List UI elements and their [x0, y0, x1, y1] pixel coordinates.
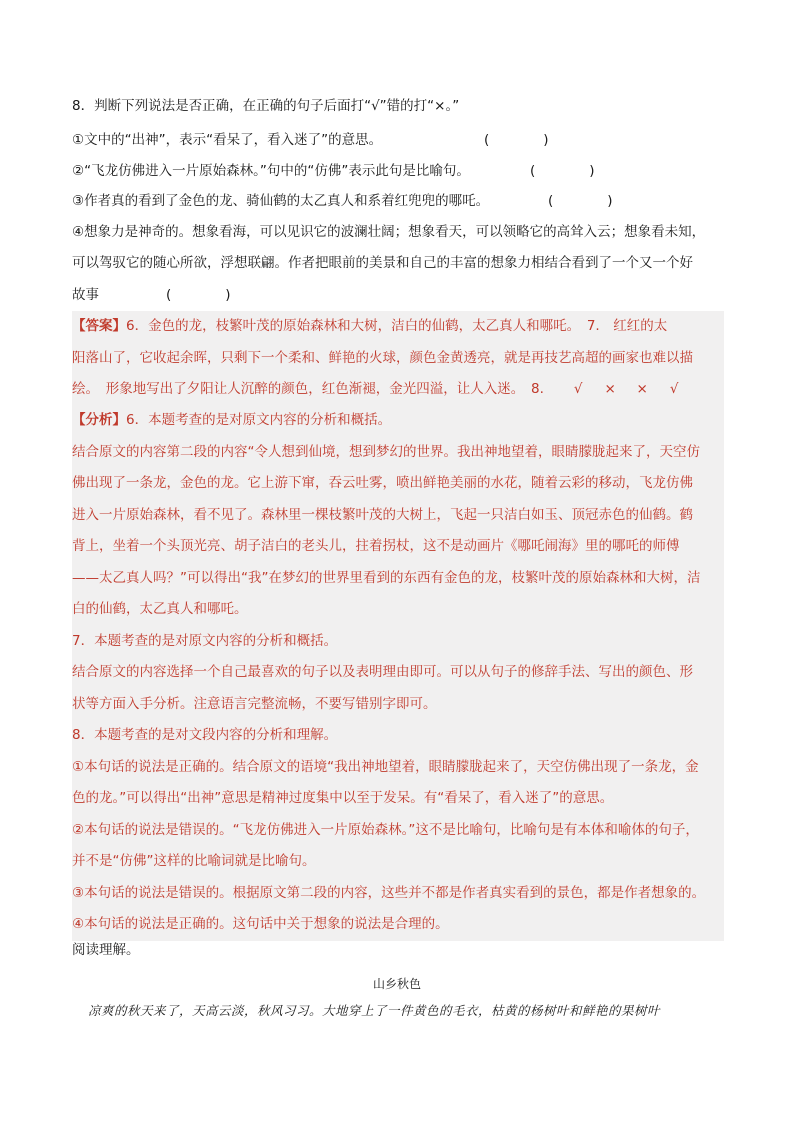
question-8-stem: 8．判断下列说法是否正确，在正确的句子后面打“√”错的打“×。”: [72, 98, 460, 114]
answer-line-1: [72, 311, 724, 343]
analysis-line-4: 进入一片原始森林，看不见了。森林里一棵枝繁叶茂的大树上，飞起一只洁白如玉、顶冠赤色的仙鹤。鹤: [72, 506, 693, 523]
answer-paren-4: ( ): [166, 287, 231, 303]
analysis-line-2: 结合原文的内容第二段的内容“令人想到仙境，想到梦幻的世界。我出神地望着，眼睛朦胧起来了，天空仿: [72, 443, 700, 460]
answer-mark-3: ×: [636, 381, 648, 397]
answer-tag: 【答案】: [72, 318, 126, 334]
reading-heading: 阅读理解。: [72, 942, 140, 958]
analysis-line-6: ——太乙真人吗？”可以得出“我”在梦幻的世界里看到的东西有金色的龙，枝繁叶茂的原始森林和大树，洁: [72, 569, 701, 586]
analysis-text-1: 6．本题考查的是对原文内容的分析和概括。: [126, 412, 392, 428]
analysis-line-13: 色的龙。”可以得出“出神”意思是精神过度集中以至于发呆。有“看呆了，看入迷了”的意思。: [72, 790, 614, 806]
passage-title: 山乡秋色: [372, 977, 421, 991]
analysis-line-12: ①本句话的说法是正确的。结合原文的语境“我出神地望着，眼睛朦胧起来了，天空仿佛出现了一条龙，金: [72, 758, 699, 775]
question-8-item-4-cont: 可以驾驭它的随心所欲，浮想联翩。作者把眼前的美景和自己的丰富的想象力相结合看到了一个又一个好: [72, 255, 693, 271]
analysis-line-5: 背上，坐着一个头顶光亮、胡子洁白的老头儿，拄着拐杖，这不是动画片《哪吒闹海》里的哪吒的师傅: [72, 538, 680, 554]
question-8-item-4-end: 故事: [72, 287, 99, 303]
answer-paren-1: ( ): [484, 132, 549, 148]
analysis-line-1: [72, 405, 724, 437]
analysis-line-14: ②本句话的说法是错误的。“飞龙仿佛进入一片原始森林。”这不是比喻句，比喻句是有本体和喻体的句子，: [72, 821, 699, 838]
passage-first-line: 凉爽的秋天来了，天高云淡，秋风习习。大地穿上了一件黄色的毛衣，枯黄的杨树叶和鲜艳的果树叶: [88, 1003, 661, 1018]
analysis-line-17: ④本句话的说法是正确的。这句话中关于想象的说法是合理的。: [72, 916, 449, 932]
answer-text-3: 绘。 形象地写出了夕阳让人沉醉的颜色，红色渐褪，金光四溢，让人入迷。 8.: [72, 381, 544, 397]
answer-line-3: [72, 374, 724, 406]
analysis-line-16: ③本句话的说法是错误的。根据原文第二段的内容，这些并不都是作者真实看到的景色，都是作者想象的。: [72, 884, 706, 901]
answer-paren-3: ( ): [548, 193, 613, 209]
question-8-item-3: ③作者真的看到了金色的龙、骑仙鹤的太乙真人和系着红兜兜的哪吒。: [72, 193, 490, 209]
answer-mark-4: √: [669, 381, 679, 397]
question-8-item-1: ①文中的“出神”，表示“看呆了，看入迷了”的意思。: [72, 132, 383, 148]
analysis-line-8: 7．本题考查的是对原文内容的分析和概括。: [72, 632, 338, 649]
analysis-line-11: 8．本题考查的是对文段内容的分析和理解。: [72, 727, 338, 743]
answer-line-2: 阳落山了，它收起余晖，只剩下一个柔和、鲜艳的火球，颜色金黄透亮，就是再技艺高超的画家也难以描: [72, 349, 693, 366]
answer-mark-1: √: [573, 381, 583, 397]
analysis-line-3: 佛出现了一条龙，金色的龙。它上游下窜，吞云吐雾，喷出鲜艳美丽的水花，随着云彩的移动，飞龙仿佛: [72, 475, 693, 491]
analysis-line-10: 状等方面入手分析。注意语言完整流畅，不要写错别字即可。: [72, 695, 437, 712]
answer-text-1: 6．金色的龙，枝繁叶茂的原始森林和大树，洁白的仙鹤，太乙真人和哪吒。 7. 红红的太: [126, 318, 668, 334]
question-8-item-2: ②“飞龙仿佛进入一片原始森林。”句中的“仿佛”表示此句是比喻句。: [72, 163, 470, 179]
analysis-line-9: 结合原文的内容选择一个自己最喜欢的句子以及表明理由即可。可以从句子的修辞手法、写出的颜色、形: [72, 664, 693, 680]
analysis-line-15: 并不是“仿佛”这样的比喻词就是比喻句。: [72, 853, 316, 869]
analysis-line-7: 白的仙鹤，太乙真人和哪吒。: [72, 601, 248, 617]
answer-paren-2: ( ): [530, 163, 595, 179]
analysis-tag: 【分析】: [72, 412, 126, 428]
answer-mark-2: ×: [604, 381, 616, 397]
answer-section: [72, 311, 724, 406]
question-8-item-4: ④想象力是神奇的。想象看海，可以见识它的波澜壮阔；想象看天，可以领略它的高耸入云；想象看未知，: [72, 224, 706, 240]
analysis-section: [72, 405, 724, 941]
